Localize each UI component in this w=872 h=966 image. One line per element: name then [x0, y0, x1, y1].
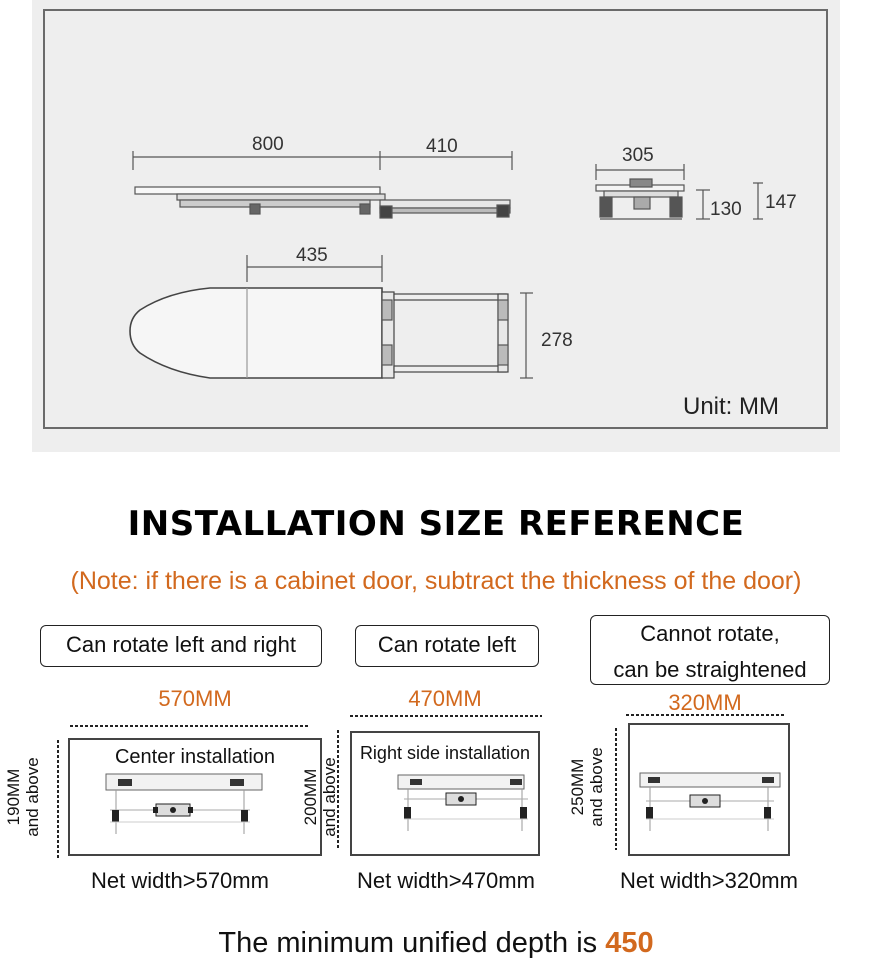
cabinet-door-note: (Note: if there is a cabinet door, subtract the thickness of the door) — [70, 567, 802, 595]
side-view-extension — [380, 200, 510, 208]
unit-label: Unit: MM — [683, 393, 779, 420]
minimum-depth-statement: The minimum unified depth is 450 — [218, 927, 654, 959]
section-title: INSTALLATION SIZE REFERENCE — [127, 504, 745, 544]
top-view-extension — [394, 294, 506, 300]
right-side-hardware — [350, 731, 540, 856]
dim-label-800: 800 — [252, 134, 284, 155]
dim-label-410: 410 — [426, 136, 458, 157]
width-320: 320MM — [668, 690, 742, 715]
net-width-320: Net width>320mm — [620, 868, 798, 893]
dim-label-278: 278 — [541, 330, 573, 351]
option-cannot-rotate: Cannot rotate, can be straightened — [590, 615, 830, 685]
technical-drawing — [0, 0, 872, 452]
side-view-board — [135, 187, 380, 194]
option-label: Can rotate left and right — [66, 632, 296, 657]
dim-label-305: 305 — [622, 145, 654, 166]
width-470: 470MM — [408, 686, 482, 711]
dim-label-435: 435 — [296, 245, 328, 266]
option-rotate-left-right — [40, 625, 322, 667]
net-width-570: Net width>570mm — [91, 868, 269, 893]
box-caption-center: Center installation — [114, 746, 276, 768]
width-570: 570MM — [158, 686, 232, 711]
top-view-board — [130, 288, 382, 378]
straightened-hardware — [628, 723, 790, 856]
net-width-470: Net width>470mm — [357, 868, 535, 893]
height-label-190: 190MM and above — [4, 757, 42, 837]
minimum-depth-value: 450 — [605, 927, 654, 959]
option-rotate-left — [355, 625, 539, 667]
height-label-200: 200MM and above — [301, 757, 339, 837]
option-label: Can rotate left — [377, 632, 517, 657]
dim-label-130: 130 — [710, 199, 742, 220]
dim-label-147: 147 — [765, 192, 797, 213]
height-label-250: 250MM and above — [568, 747, 606, 827]
center-installation-hardware-overlay — [0, 710, 330, 860]
box-caption-right: Right side installation — [359, 743, 531, 763]
